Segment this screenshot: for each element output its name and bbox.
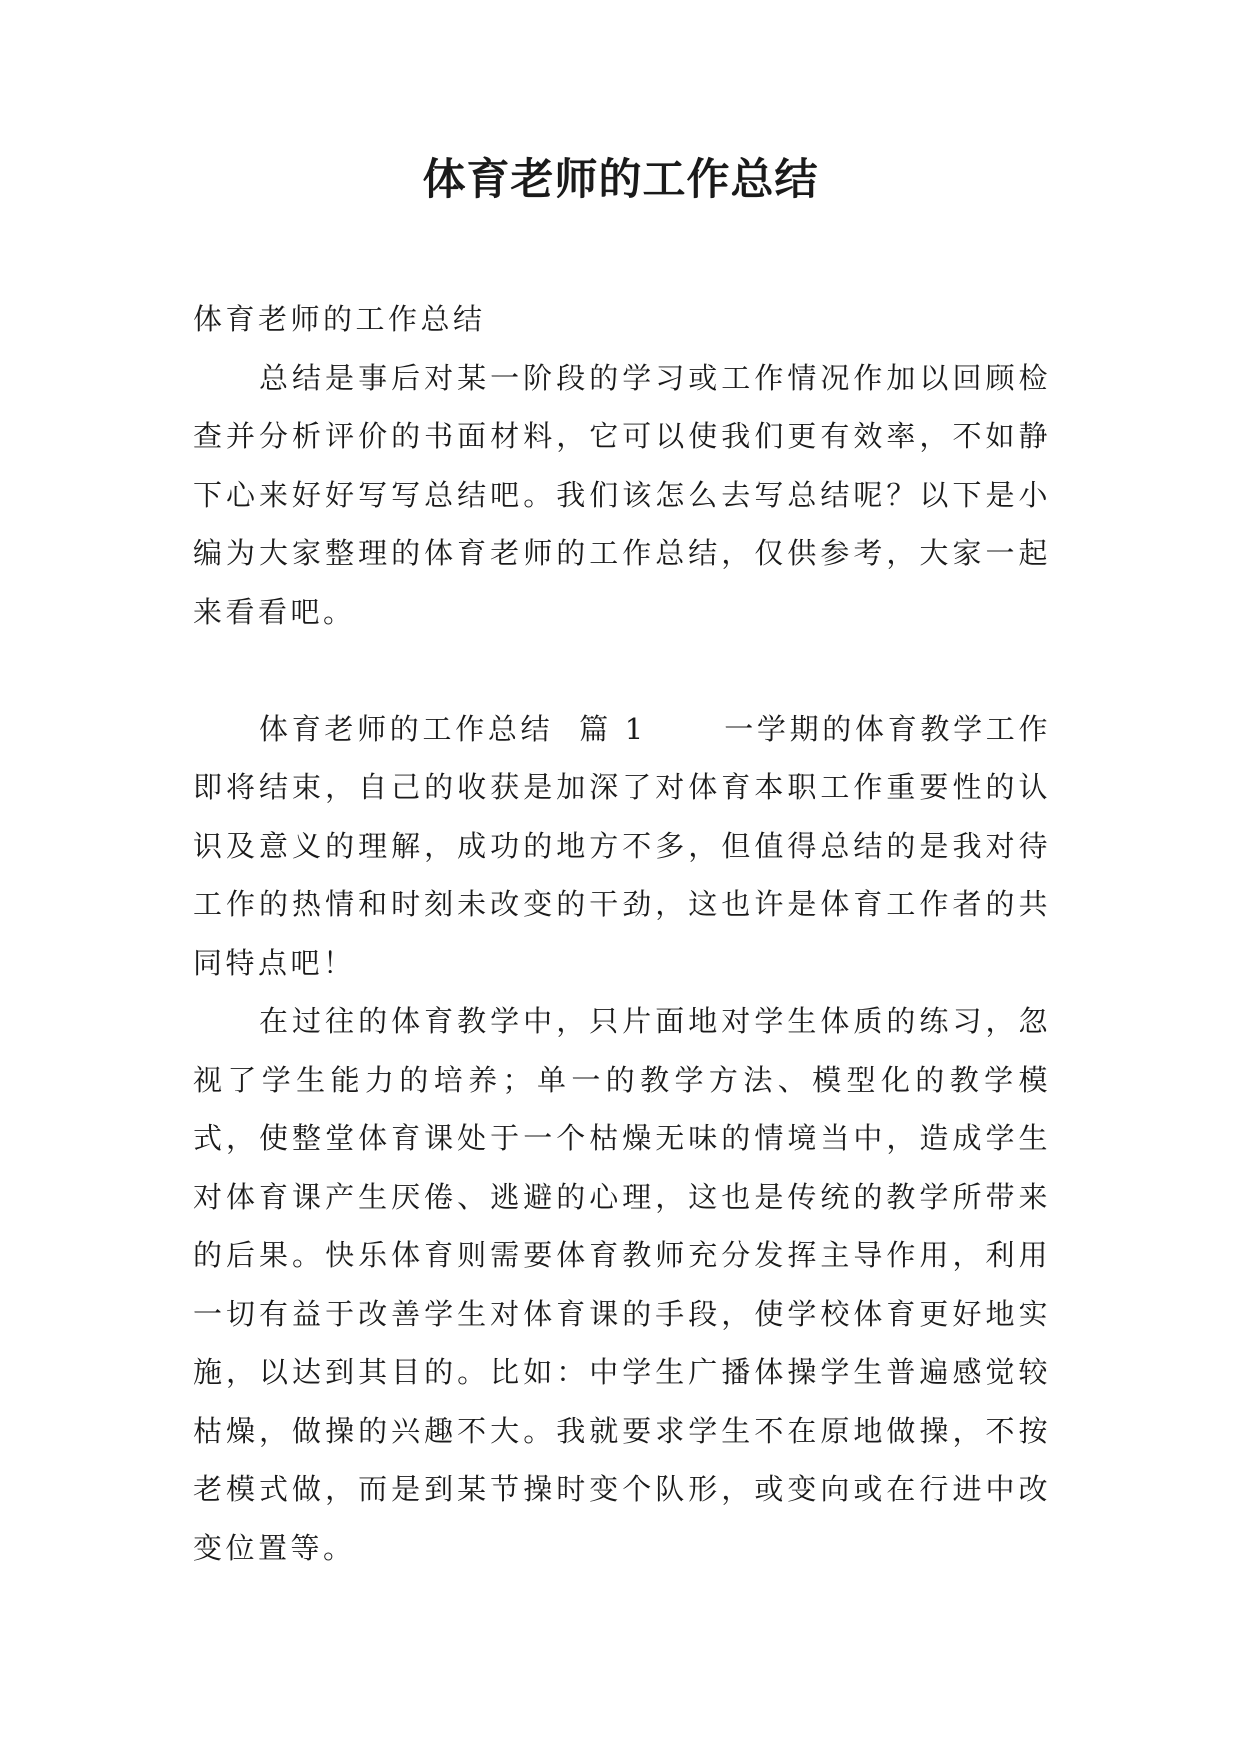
paragraph-spacer bbox=[193, 641, 1051, 700]
body-paragraph: 在过往的体育教学中，只片面地对学生体质的练习，忽视了学生能力的培养；单一的教学方法、模型化的教学模式，使整堂体育课处于一个枯燥无味的情境当中，造成学生对体育课产生厌倦、逃避的心理，这也是传统的教学所带来的后果。快乐体育则需要体育教师充分发挥主导作用，利用一切有益于改善学生对体育课的手段，使学校体育更好地实施，以达到其目的。比如：中学生广播体操学生普遍感觉较枯燥，做操的兴趣不大。我就要求学生不在原地做操，不按老模式做，而是到某节操时变个队形，或变向或在行进中改变位置等。 bbox=[193, 1004, 1051, 1565]
section-1-paragraph: 体育老师的工作总结 篇 1 一学期的体育教学工作即将结束，自己的收获是加深了对体育本职工作重要性的认识及意义的理解，成功的地方不多，但值得总结的是我对待工作的热情和时刻未改变的干劲，这也许是体育工作者的共同特点吧！ bbox=[193, 711, 1051, 980]
document-title: 体育老师的工作总结 bbox=[422, 155, 819, 205]
intro-paragraph: 总结是事后对某一阶段的学习或工作情况作加以回顾检查并分析评价的书面材料，它可以使我们更有效率，不如静下心来好好写写总结吧。我们该怎么去写总结呢？以下是小编为大家整理的体育老师的工作总结，仅供参考，大家一起来看看吧。 bbox=[193, 360, 1051, 629]
document-subtitle: 体育老师的工作总结 bbox=[193, 302, 486, 336]
document-body bbox=[193, 290, 1051, 1577]
